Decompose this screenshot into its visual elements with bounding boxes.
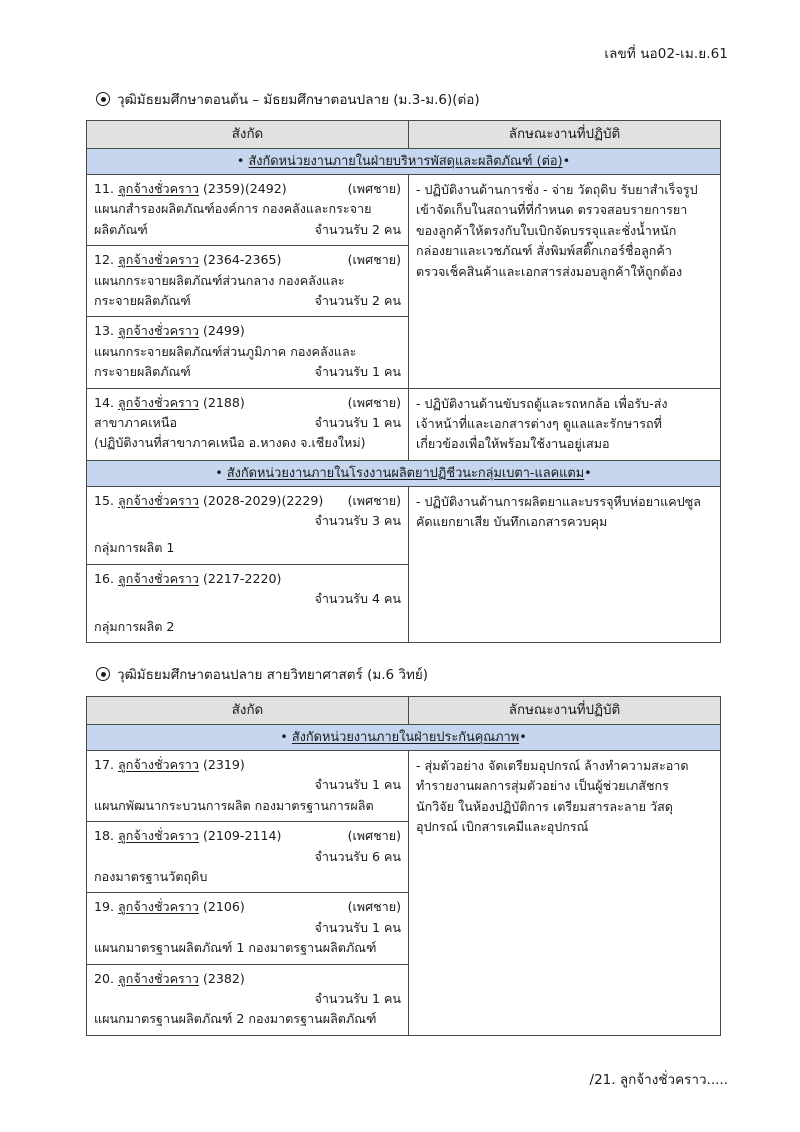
entry-codes: (2382) [202, 970, 245, 986]
entry-quota: จำนวนรับ 1 คน [314, 414, 401, 430]
duty-description-4 [409, 751, 720, 843]
qualification-table-2 [86, 696, 721, 1036]
section-heading-1 [96, 88, 480, 110]
entry-number: 20. [94, 970, 115, 986]
entry-department-line-1: แผนกพัฒนากระบวนการผลิต กองมาตรฐานการผลิต [94, 797, 374, 813]
duty-line: - ปฏิบัติงานด้านการชั่ง - จ่าย วัตถุดิบ รับยาสำเร็จรูป [416, 182, 698, 197]
duty-line: ของลูกค้าให้ตรงกับใบเบิกจัดบรรจุและชั่งน้ำหนัก [416, 222, 677, 238]
bullseye-icon [96, 667, 110, 681]
duty-cell-1 [409, 175, 721, 389]
duty-line: เข้าจัดเก็บในสถานที่ที่กำหนด ตรวจสอบรายการยา [416, 202, 688, 218]
entry-number: 15. [94, 492, 115, 508]
entry-department-line-1: แผนกมาตรฐานผลิตภัณฑ์ 1 กองมาตรฐานผลิตภัณฑ์ [94, 940, 377, 956]
entry-cell-16 [87, 564, 409, 642]
entry-cell-20 [87, 964, 409, 1035]
column-header-job-description: ลักษณะงานที่ปฏิบัติ [409, 697, 721, 725]
entry-codes: (2319) [202, 757, 245, 772]
entry-cell-12 [87, 246, 409, 317]
entry-quota: จำนวนรับ 2 คน [314, 292, 401, 308]
entry-codes: (2499) [202, 323, 245, 339]
entry-position: ลูกจ้างชั่วคราว [118, 570, 199, 586]
duty-line: - ปฏิบัติงานด้านการผลิตยาและบรรจุหีบห่อยาแคปซูล [416, 493, 701, 509]
banner-label: สังกัดหน่วยงานภายในฝ่ายบริหารพัสดุและผลิตภัณฑ์ (ต่อ) [248, 154, 563, 169]
duty-line: เกี่ยวข้องเพื่อให้พร้อมใช้งานอยู่เสมอ [416, 436, 610, 452]
duty-cell-2 [409, 388, 721, 460]
entry-number: 12. [94, 252, 115, 268]
entry-department-line-1: กองมาตรฐานวัตถุดิบ [94, 868, 208, 884]
table-header-row [87, 697, 721, 725]
section-banner-row [87, 725, 721, 751]
table-row [87, 175, 721, 246]
entry-department-line-1: กลุ่มการผลิต 2 [94, 618, 175, 634]
banner-quality-assurance: • สังกัดหน่วยงานภายในฝ่ายประกันคุณภาพ• [87, 725, 721, 751]
section-banner-row [87, 460, 721, 486]
entry-number: 14. [94, 394, 115, 410]
duty-cell-3 [409, 486, 721, 642]
entry-codes: (2106) [202, 899, 245, 915]
entry-cell-17 [87, 751, 409, 822]
entry-position: ลูกจ้างชั่วคราว [118, 828, 199, 844]
entry-position: ลูกจ้างชั่วคราว [118, 252, 199, 268]
entry-quota: จำนวนรับ 1 คน [314, 990, 401, 1006]
entry-cell-15 [87, 486, 409, 564]
entry-position: ลูกจ้างชั่วคราว [118, 323, 199, 339]
entry-gender: (เพศชาย) [347, 252, 401, 268]
qualification-table-1 [86, 120, 721, 643]
entry-cell-18 [87, 822, 409, 893]
entry-quota: จำนวนรับ 1 คน [314, 777, 401, 793]
duty-line: คัดแยกยาเสีย บันทึกเอกสารควบคุม [416, 514, 608, 530]
banner-label: สังกัดหน่วยงานภายในโรงงานผลิตยาปฏิชีวนะกลุ่มเบตา-แลคแตม [226, 465, 585, 481]
entry-quota: จำนวนรับ 4 คน [314, 591, 401, 607]
entry-codes: (2109-2114) [202, 828, 282, 844]
entry-department-line-2: กระจายผลิตภัณฑ์ [94, 292, 191, 308]
entry-department-line-1: สาขาภาคเหนือ [94, 414, 178, 430]
duty-line: ทำรายงานผลการสุ่มตัวอย่าง เป็นผู้ช่วยเภสัชกร [416, 778, 669, 794]
entry-number: 19. [94, 899, 115, 915]
entry-codes: (2188) [202, 394, 245, 410]
entry-number: 11. [94, 181, 115, 196]
column-header-affiliation: สังกัด [87, 121, 409, 149]
duty-description-2 [409, 389, 720, 460]
entry-department-line-2: กระจายผลิตภัณฑ์ [94, 364, 191, 380]
document-reference-number: เลขที่ นอ02-เม.ย.61 [604, 46, 728, 62]
duty-line: นักวิจัย ในห้องปฏิบัติการ เตรียมสารละลาย วัสดุ [416, 798, 673, 814]
banner-materials-division: • สังกัดหน่วยงานภายในฝ่ายบริหารพัสดุและผลิตภัณฑ์ (ต่อ)• [87, 149, 721, 175]
entry-cell-13 [87, 317, 409, 388]
entry-cell-14 [87, 388, 409, 460]
entry-quota: จำนวนรับ 1 คน [314, 364, 401, 380]
entry-department-line-1: กลุ่มการผลิต 1 [94, 540, 175, 556]
banner-antibiotic-plant: • สังกัดหน่วยงานภายในโรงงานผลิตยาปฏิชีวนะกลุ่มเบตา-แลคแตม• [87, 460, 721, 486]
entry-department-line-1: แผนกกระจายผลิตภัณฑ์ส่วนภูมิภาค กองคลังและ [94, 343, 357, 359]
table-header-row [87, 121, 721, 149]
banner-label: สังกัดหน่วยงานภายในฝ่ายประกันคุณภาพ [291, 730, 520, 745]
entry-position: ลูกจ้างชั่วคราว [118, 899, 199, 915]
duty-line: ตรวจเช็คสินค้าและเอกสารส่งมอบลูกค้าให้ถูกต้อง [416, 263, 683, 279]
entry-number: 17. [94, 757, 115, 772]
entry-quota: จำนวนรับ 2 คน [314, 221, 401, 237]
entry-gender: (เพศชาย) [347, 828, 401, 844]
entry-quota: จำนวนรับ 6 คน [314, 848, 401, 864]
section-heading-2-label: วุฒิมัธยมศึกษาตอนปลาย สายวิทยาศาสตร์ (ม.6 วิทย์) [117, 667, 429, 683]
entry-department-line-1: แผนกสำรองผลิตภัณฑ์องค์การ กองคลังและกระจาย [94, 201, 372, 217]
entry-quota: จำนวนรับ 3 คน [314, 513, 401, 529]
entry-position: ลูกจ้างชั่วคราว [118, 394, 199, 410]
duty-line: อุปกรณ์ เบิกสารเคมีและอุปกรณ์ [416, 819, 589, 835]
entry-quota: จำนวนรับ 1 คน [314, 919, 401, 935]
entry-position: ลูกจ้างชั่วคราว [118, 181, 199, 196]
page-continuation-note: /21. ลูกจ้างชั่วคราว..... [589, 1072, 728, 1088]
table-row [87, 388, 721, 460]
column-header-affiliation: สังกัด [87, 697, 409, 725]
section-heading-1-label: วุฒิมัธยมศึกษาตอนต้น – มัธยมศึกษาตอนปลาย (ม.3-ม.6)(ต่อ) [117, 92, 480, 108]
table-row [87, 486, 721, 564]
duty-line: - สุ่มตัวอย่าง จัดเตรียมอุปกรณ์ ล้างทำความสะอาด [416, 758, 689, 773]
entry-position: ลูกจ้างชั่วคราว [118, 757, 199, 772]
entry-department-line-1: แผนกกระจายผลิตภัณฑ์ส่วนกลาง กองคลังและ [94, 272, 345, 288]
entry-number: 13. [94, 323, 115, 339]
entry-cell-19 [87, 893, 409, 964]
entry-number: 16. [94, 570, 115, 586]
bullseye-icon [96, 92, 110, 106]
duty-line: เจ้าหน้าที่และเอกสารต่างๆ ดูแลและรักษารถที่ [416, 415, 662, 431]
table-row [87, 751, 721, 822]
entry-position: ลูกจ้างชั่วคราว [118, 492, 199, 508]
entry-codes: (2028-2029)(2229) [202, 492, 324, 508]
section-heading-2 [96, 663, 428, 685]
duty-line: - ปฏิบัติงานด้านขับรถตู้และรถหกล้อ เพื่อรับ-ส่ง [416, 395, 668, 411]
entry-gender: (เพศชาย) [347, 181, 401, 196]
entry-position: ลูกจ้างชั่วคราว [118, 970, 199, 986]
duty-line: กล่องยาและเวชภัณฑ์ สั่งพิมพ์สติ๊กเกอร์ชื่อลูกค้า [416, 243, 672, 259]
entry-cell-11 [87, 175, 409, 246]
entry-department-line-2: (ปฏิบัติงานที่สาขาภาคเหนือ อ.หางดง จ.เชียงใหม่) [94, 435, 366, 451]
entry-department-line-1: แผนกมาตรฐานผลิตภัณฑ์ 2 กองมาตรฐานผลิตภัณฑ์ [94, 1011, 377, 1027]
entry-gender: (เพศชาย) [347, 899, 401, 915]
section-banner-row [87, 149, 721, 175]
column-header-job-description: ลักษณะงานที่ปฏิบัติ [409, 121, 721, 149]
entry-codes: (2359)(2492) [202, 181, 287, 196]
entry-number: 18. [94, 828, 115, 844]
duty-description-3 [409, 487, 720, 538]
duty-description-1 [409, 175, 720, 287]
entry-gender: (เพศชาย) [347, 394, 401, 410]
entry-department-line-2: ผลิตภัณฑ์ [94, 221, 148, 237]
entry-codes: (2217-2220) [202, 570, 282, 586]
entry-codes: (2364-2365) [202, 252, 282, 268]
entry-gender: (เพศชาย) [347, 492, 401, 508]
duty-cell-4 [409, 751, 721, 1036]
